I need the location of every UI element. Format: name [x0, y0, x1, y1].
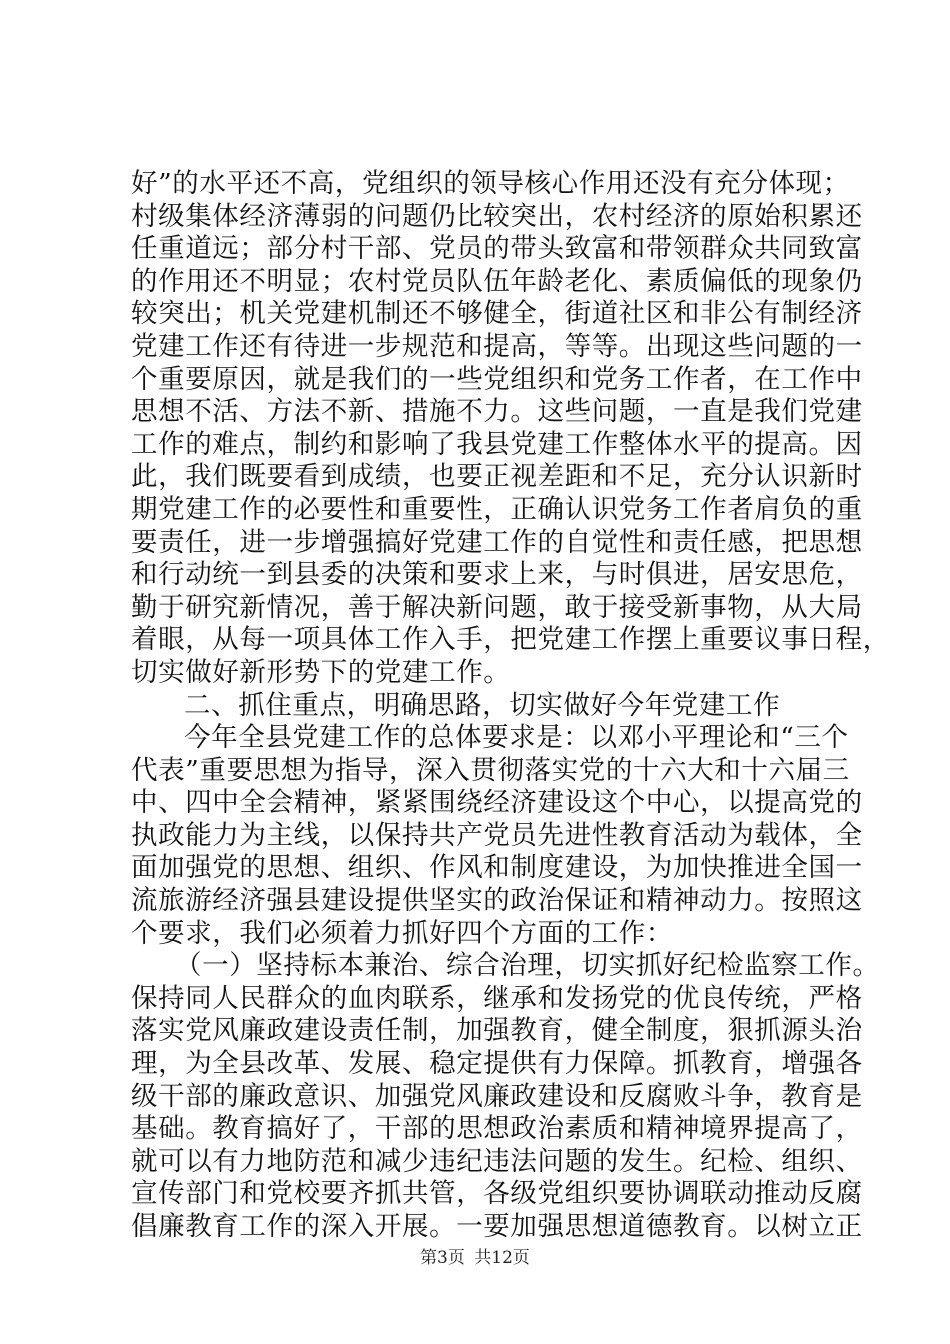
subsection-heading: （一）坚持标本兼治、综合治理，切实抓好纪检监察工作。 — [175, 950, 880, 982]
text-line: 的作用还不明显；农村党员队伍年龄老化、素质偏低的现象仍 — [131, 265, 863, 297]
text-line: 个重要原因，就是我们的一些党组织和党务工作者，在工作中 — [131, 363, 863, 395]
text-line: 理，为全县改革、发展、稳定提供有力保障。抓教育，增强各 — [131, 1048, 863, 1080]
text-line: 中、四中全会精神，紧紧围绕经济建设这个中心，以提高党的 — [131, 787, 863, 819]
text-line: 倡廉教育工作的深入开展。一要加强思想道德教育。以树立正 — [131, 1211, 863, 1242]
text-line: 执政能力为主线，以保持共产党员先进性教育活动为载体，全 — [131, 819, 863, 851]
text-line: 此，我们既要看到成绩，也要正视差距和不足，充分认识新时 — [131, 461, 863, 493]
text-line: 落实党风廉政建设责任制，加强教育，健全制度，狠抓源头治 — [131, 1015, 863, 1047]
text-line: 流旅游经济强县建设提供坚实的政治保证和精神动力。按照这 — [131, 885, 863, 917]
page-footer — [0, 1243, 950, 1268]
text-line: 工作的难点，制约和影响了我县党建工作整体水平的提高。因 — [131, 428, 863, 460]
text-line: 代表”重要思想为指导，深入贯彻落实党的十六大和十六届三 — [131, 754, 850, 786]
text-line: 个要求，我们必须着力抓好四个方面的工作： — [131, 917, 673, 949]
text-line: 好”的水平还不高，党组织的领导核心作用还没有充分体现； — [131, 168, 850, 199]
text-line: 勤于研究新情况，善于解决新问题，敢于接受新事物，从大局 — [131, 591, 863, 623]
section-heading: 二、抓住重点，明确思路，切实做好今年党建工作 — [184, 689, 781, 721]
text-line: 党建工作还有待进一步规范和提高，等等。出现这些问题的一 — [131, 330, 863, 362]
text-line: 着眼，从每一项具体工作入手，把党建工作摆上重要议事日程， — [131, 624, 890, 656]
text-line: 期党建工作的必要性和重要性，正确认识党务工作者肩负的重 — [131, 493, 863, 525]
body-text — [131, 168, 890, 1244]
text-line: 面加强党的思想、组织、作风和制度建设，为加快推进全国一 — [131, 852, 863, 884]
text-line: 任重道远；部分村干部、党员的带头致富和带领群众共同致富 — [131, 233, 863, 265]
text-line: 要责任，进一步增强搞好党建工作的自觉性和责任感，把思想 — [131, 526, 863, 558]
page-number: 第3页 — [420, 1248, 465, 1268]
text-line: 较突出；机关党建机制还不够健全，街道社区和非公有制经济 — [131, 298, 863, 330]
text-line: 切实做好新形势下的党建工作。 — [131, 656, 511, 688]
page-total: 共12页 — [474, 1248, 530, 1268]
text-line: 宣传部门和党校要齐抓共管，各级党组织要协调联动推动反腐 — [131, 1178, 863, 1210]
text-line: 就可以有力地防范和减少违纪违法问题的发生。纪检、组织、 — [131, 1145, 863, 1177]
text-line: 和行动统一到县委的决策和要求上来，与时俱进，居安思危， — [131, 559, 863, 591]
text-line: 今年全县党建工作的总体要求是：以邓小平理论和“三个 — [184, 722, 849, 754]
text-line: 村级集体经济薄弱的问题仍比较突出，农村经济的原始积累还 — [131, 200, 863, 232]
text-line: 思想不活、方法不新、措施不力。这些问题，一直是我们党建 — [131, 396, 863, 428]
text-line: 级干部的廉政意识、加强党风廉政建设和反腐败斗争，教育是 — [131, 1080, 863, 1112]
text-line: 基础。教育搞好了，干部的思想政治素质和精神境界提高了， — [131, 1113, 863, 1145]
text-line: 保持同人民群众的血肉联系，继承和发扬党的优良传统，严格 — [131, 982, 863, 1014]
